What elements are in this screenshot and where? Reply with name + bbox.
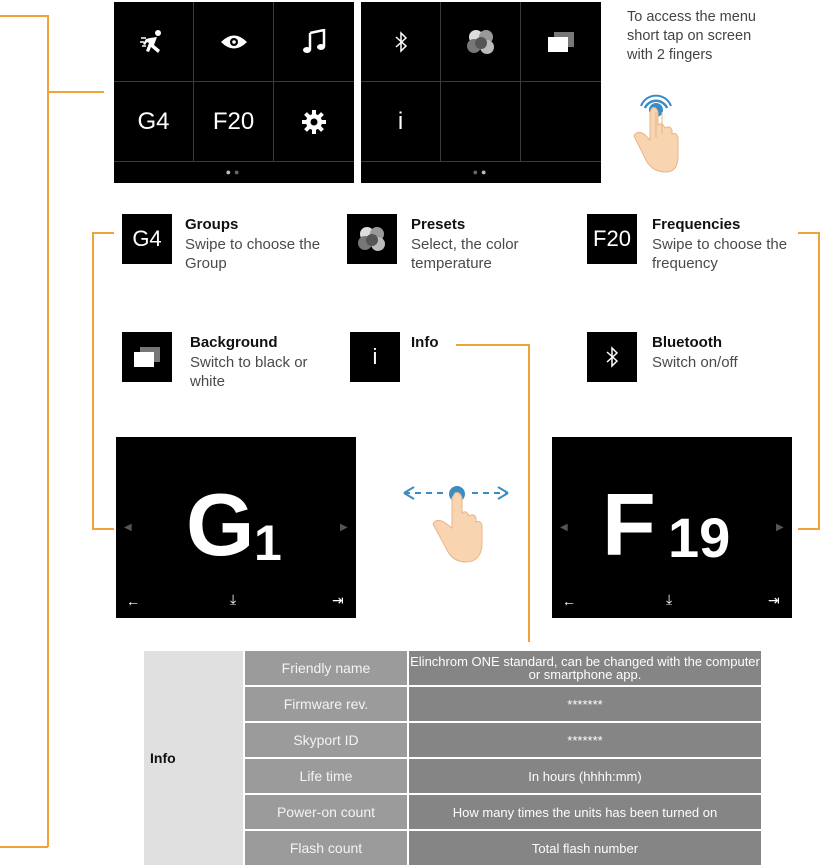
row-value: *******	[409, 687, 761, 721]
run-icon[interactable]	[114, 2, 194, 82]
download-icon[interactable]: ⤓	[666, 591, 673, 607]
right-arrow-icon[interactable]: ▶	[776, 522, 784, 533]
group-letter: G	[186, 475, 255, 574]
info-table	[142, 649, 763, 867]
bluetooth-icon[interactable]	[361, 2, 441, 82]
row-label: Friendly name	[245, 651, 407, 685]
row-label: Flash count	[245, 831, 407, 865]
right-arrow-icon[interactable]: ▶	[340, 522, 348, 533]
connector-info-vertical	[528, 344, 530, 642]
background-legend-icon	[122, 332, 172, 382]
info-table-heading: Info	[144, 651, 243, 865]
presets-description: Select, the color temperature	[411, 236, 519, 272]
menu-screen-page-1	[114, 2, 354, 183]
row-label: Firmware rev.	[245, 687, 407, 721]
connector-left-top	[0, 15, 48, 17]
frequencies-description: Swipe to choose the frequency	[652, 236, 788, 272]
groups-menu-item[interactable]: G4	[114, 82, 194, 162]
connector-freq-bottom	[798, 528, 820, 530]
swipe-gesture-icon	[400, 480, 514, 572]
back-icon[interactable]: ←	[126, 593, 140, 609]
menu-hint-text: To access the menu short tap on screen with 2 fingers	[627, 9, 756, 63]
empty-cell	[441, 82, 521, 162]
info-legend-icon: i	[350, 332, 400, 382]
group-number: 1	[254, 515, 282, 571]
connector-info-horizontal	[456, 344, 530, 346]
bluetooth-title: Bluetooth	[652, 334, 722, 351]
page-indicator: ●●	[472, 167, 490, 177]
table-row	[144, 651, 761, 685]
presets-title: Presets	[411, 216, 466, 233]
info-menu-item[interactable]: i	[361, 82, 441, 162]
frequency-number: 19	[668, 506, 731, 569]
groups-title: Groups	[185, 216, 239, 233]
background-icon[interactable]	[521, 2, 601, 82]
row-value: Total flash number	[409, 831, 761, 865]
info-title: Info	[411, 334, 439, 351]
connector-freq-top	[798, 232, 820, 234]
gear-icon[interactable]	[274, 82, 354, 162]
connector-groups-bottom	[92, 528, 114, 530]
connector-groups-top	[92, 232, 114, 234]
groups-legend-icon: G4	[122, 214, 172, 264]
menu-screen-page-2	[361, 2, 601, 183]
group-screen	[116, 437, 356, 618]
bluetooth-description: Switch on/off	[652, 354, 738, 371]
left-arrow-icon[interactable]: ◀	[124, 522, 132, 533]
bluetooth-legend-icon	[587, 332, 637, 382]
connector-left-vertical	[47, 15, 49, 847]
row-value: In hours (hhhh:mm)	[409, 759, 761, 793]
back-icon[interactable]: ←	[562, 593, 576, 609]
groups-description: Swipe to choose the Group	[185, 236, 321, 272]
row-value: How many times the units has been turned on	[409, 795, 761, 829]
page-indicator: ●●	[225, 167, 243, 177]
row-label: Power-on count	[245, 795, 407, 829]
left-arrow-icon[interactable]: ◀	[560, 522, 568, 533]
row-value: Elinchrom ONE standard, can be changed with the computer or smartphone app.	[409, 651, 761, 685]
row-label: Skyport ID	[245, 723, 407, 757]
frequency-menu-item[interactable]: F20	[194, 82, 274, 162]
background-description: Switch to black or white	[190, 354, 308, 390]
connector-left-bottom	[0, 846, 48, 848]
two-finger-tap-icon	[622, 94, 684, 178]
connector-to-menu	[48, 91, 104, 93]
exit-icon[interactable]: ⇥	[332, 592, 344, 608]
connector-freq-bracket	[818, 232, 820, 530]
frequency-letter: F	[602, 475, 656, 574]
row-label: Life time	[245, 759, 407, 793]
empty-cell	[521, 82, 601, 162]
presets-legend-icon	[347, 214, 397, 264]
presets-icon[interactable]	[441, 2, 521, 82]
music-icon[interactable]	[274, 2, 354, 82]
eye-icon[interactable]	[194, 2, 274, 82]
exit-icon[interactable]: ⇥	[768, 592, 780, 608]
background-title: Background	[190, 334, 278, 351]
connector-groups-bracket	[92, 232, 94, 530]
row-value: *******	[409, 723, 761, 757]
frequencies-title: Frequencies	[652, 216, 741, 233]
download-icon[interactable]: ⤓	[230, 591, 237, 607]
frequency-legend-icon: F20	[587, 214, 637, 264]
frequency-screen	[552, 437, 792, 618]
